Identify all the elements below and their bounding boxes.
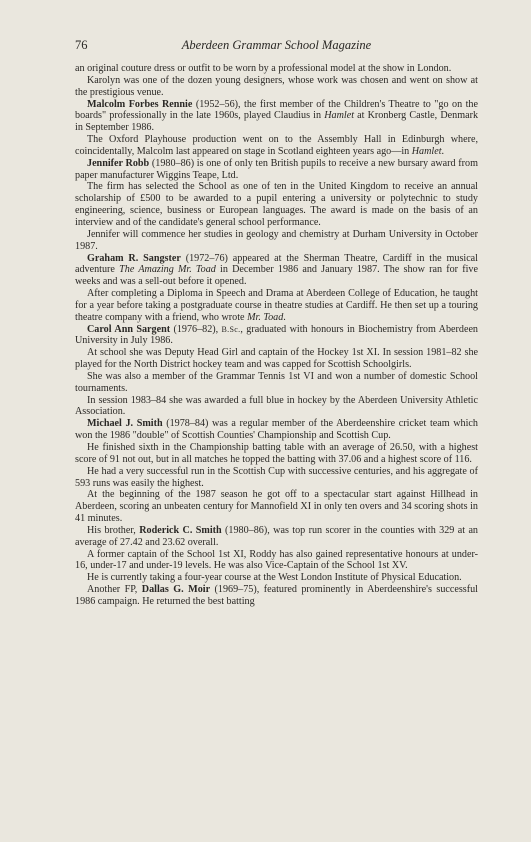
degree-abbrev: B.Sc.: [221, 324, 241, 334]
paragraph: He had a very successful run in the Scottish Cup with successive centuries, and his aggregate of 593 runs was easily the highest.: [75, 465, 478, 489]
paragraph: Graham R. Sangster (1972–76) appeared at the Sherman Theatre, Cardiff in the musical adventure The Amazing Mr. Toad in December 1986 and January 1987. The show ran for five weeks and was a sell-out before it opened.: [75, 252, 478, 288]
paragraph: A former captain of the School 1st XI, Roddy has also gained representative honours at under-16, under-17 and under-19 levels. He was also Vice-Captain of the School 1st XV.: [75, 548, 478, 572]
paragraph: At school she was Deputy Head Girl and captain of the Hockey 1st XI. In session 1981–82 she played for the North District hockey team and was capped for Scottish Schoolgirls.: [75, 347, 478, 371]
page-header: [75, 38, 478, 56]
paragraph: In session 1983–84 she was awarded a full blue in hockey by the Aberdeen University Athletic Association.: [75, 394, 478, 418]
paragraph: Michael J. Smith (1978–84) was a regular member of the Aberdeenshire cricket team which won the 1986 "double" of Scottish Counties' Championship and Scottish Cup.: [75, 418, 478, 442]
paragraph: Jennifer will commence her studies in geology and chemistry at Durham University in October 1987.: [75, 228, 478, 252]
person-name: Jennifer Robb: [87, 157, 150, 169]
paragraph: Malcolm Forbes Rennie (1952–56), the first member of the Children's Theatre to "go on the boards" professionally in the late 1960s, played Claudius in Hamlet at Kronberg Castle, Denmark in September 1986.: [75, 98, 479, 134]
paragraph: Jennifer Robb (1980–86) is one of only ten British pupils to receive a new bursary award from paper manufacturer Wiggins Teape, Ltd.: [75, 157, 478, 181]
paragraph: The Oxford Playhouse production went on to the Assembly Hall in Edinburgh where, coincidentally, Malcolm last appeared on stage in Scotland eighteen years ago—in Hamlet.: [75, 134, 478, 157]
work-title: Mr. Toad: [247, 311, 284, 323]
running-title: Aberdeen Grammar School Magazine: [181, 38, 372, 52]
paragraph: He finished sixth in the Championship batting table with an average of 26.50, with a highest score of 91 not out, but in all matches he topped the batting with 37.06 and a highest score of 116.: [75, 442, 478, 465]
paragraph: Another FP, Dallas G. Moir (1969–75), featured prominently in Aberdeenshire's successful 1986 campaign. He returned the best batting: [75, 584, 478, 607]
work-title: Hamlet: [324, 110, 355, 122]
article-body: [75, 63, 478, 608]
paragraph: After completing a Diploma in Speech and Drama at Aberdeen College of Education, he taught for a year before taking a postgraduate course in theatre studies at Cardiff. He then set up a touring theatre company with a friend, who wrote Mr. Toad.: [75, 288, 478, 323]
work-title: The Amazing Mr. Toad: [119, 264, 216, 276]
paragraph: an original couture dress or outfit to be worn by a professional model at the show in London.: [75, 63, 452, 74]
paragraph: Karolyn was one of the dozen young designers, whose work was chosen and went on show at the prestigious venue.: [75, 74, 478, 98]
paragraph: She was also a member of the Grammar Tennis 1st VI and won a number of domestic School tournaments.: [75, 370, 478, 394]
paragraph: At the beginning of the 1987 season he got off to a spectacular start against Hillhead in Aberdeen, scoring an unbeaten century for Mannofield XI in only ten overs and 34 scoring shots in 41 minutes.: [75, 489, 478, 525]
person-name: Roderick C. Smith: [139, 524, 222, 536]
work-title: Hamlet: [411, 145, 442, 157]
person-name: Carol Ann Sargent: [87, 323, 171, 335]
paragraph: The firm has selected the School as one of ten in the United Kingdom to receive an annual scholarship of £500 to be awarded to a pupil entering a university or polytechnic to study engineering, science, business or European languages. The award is made on the basis of an interview and of the candidate's general school performance.: [75, 181, 478, 228]
paragraph: Carol Ann Sargent (1976–82), B.Sc., graduated with honours in Biochemistry from Aberdeen University in July 1986.: [75, 323, 478, 347]
person-name: Michael J. Smith: [87, 418, 163, 430]
paragraph: He is currently taking a four-year course at the West London Institute of Physical Education.: [87, 572, 462, 584]
paragraph: His brother, Roderick C. Smith (1980–86), was top run scorer in the counties with 329 at an average of 27.42 and 23.62 overall.: [75, 524, 478, 548]
person-name: Dallas G. Moir: [141, 584, 211, 596]
person-name: Graham R. Sangster: [87, 252, 181, 264]
page-number: 76: [75, 38, 88, 52]
person-name: Malcolm Forbes Rennie: [87, 98, 193, 110]
